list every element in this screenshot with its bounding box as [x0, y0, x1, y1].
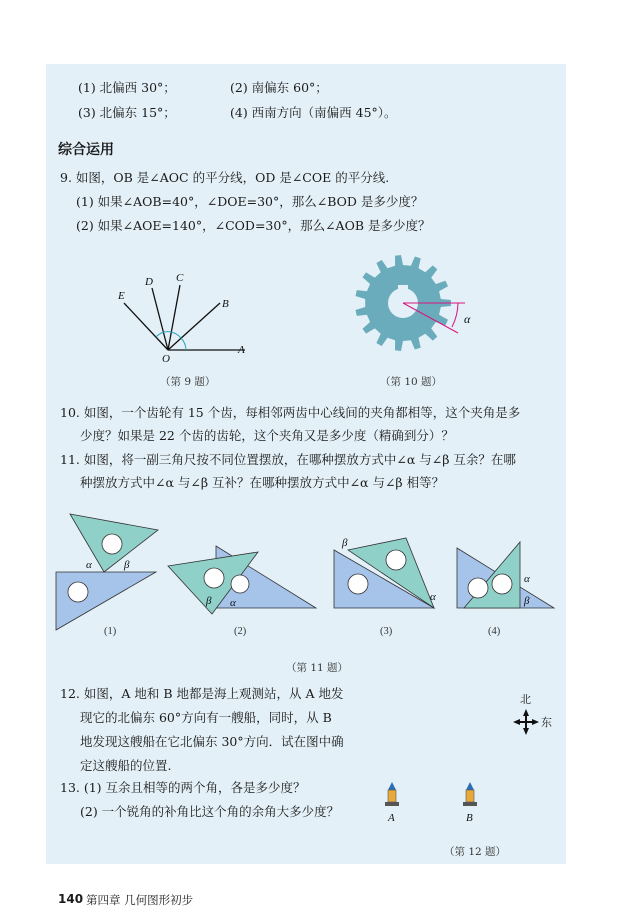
fig11-caption: （第 11 题） — [286, 662, 349, 674]
set1-alpha: α — [86, 559, 92, 571]
fig9-caption: （第 9 题） — [160, 376, 216, 388]
q10-line2: 少度？如果是 22 个齿的齿轮，这个夹角又是多少度（精确到分）？ — [80, 428, 454, 443]
chapter-title: 第四章 几何图形初步 — [86, 893, 194, 907]
set4-beta: β — [524, 595, 530, 607]
q12-line2: 现它的北偏东 60°方向有一艘船，同时，从 B — [80, 710, 332, 725]
set1-hole-a — [102, 534, 122, 554]
q12-line1: 12. 如图，A 地和 B 地都是海上观测站，从 A 地发 — [60, 686, 344, 701]
label-c: C — [176, 272, 184, 284]
label-o: O — [162, 353, 170, 365]
q10-line1: 10. 如图，一个齿轮有 15 个齿，每相邻两齿中心线间的夹角都相等，这个夹角是多 — [60, 405, 521, 420]
label-b: B — [222, 298, 229, 310]
compass-icon — [512, 708, 540, 736]
set4-alpha: α — [524, 573, 530, 585]
station-b-icon — [463, 782, 477, 806]
figure-9 — [110, 265, 260, 370]
station-a-icon — [385, 782, 399, 806]
arc-doe — [156, 332, 164, 337]
set1-hole-b — [68, 582, 88, 602]
q13-line2: (2) 一个锐角的补角比这个角的余角大多少度？ — [80, 804, 340, 819]
label-a: A — [238, 344, 245, 356]
set4-hole-a — [492, 574, 512, 594]
station-b-label: B — [466, 812, 473, 824]
sub-label-4: (4) — [488, 626, 501, 637]
page-number: 140 — [58, 892, 84, 906]
set2-beta: β — [206, 595, 212, 607]
q12-line4: 定这艘船的位置. — [80, 758, 172, 773]
q9-stem: 9. 如图，OB 是∠AOC 的平分线，OD 是∠COE 的平分线. — [60, 170, 390, 185]
figure-11 — [54, 508, 564, 636]
set2-alpha: α — [230, 597, 236, 609]
set3-beta: β — [342, 537, 348, 549]
answer-3: (3) 北偏东 15°； — [78, 105, 176, 120]
set2-hole-b — [231, 575, 249, 593]
gear-angle-arc — [452, 303, 458, 327]
compass-east: 东 — [541, 716, 552, 729]
fig12-caption: （第 12 题） — [444, 846, 507, 858]
label-d: D — [145, 276, 153, 288]
sub-label-3: (3) — [380, 626, 393, 637]
sub-label-2: (2) — [234, 626, 247, 637]
station-a-label: A — [388, 812, 395, 824]
compass-north: 北 — [520, 693, 531, 706]
label-e: E — [118, 290, 125, 302]
arc-aob — [181, 338, 186, 350]
figure-10 — [340, 248, 480, 363]
set1-beta: β — [124, 559, 130, 571]
q12-line3: 地发现这艘船在它北偏东 30°方向．试在图中确 — [80, 734, 344, 749]
arc-boc — [171, 332, 181, 338]
q11-line1: 11. 如图，将一副三角尺按不同位置摆放，在哪种摆放方式中∠α 与∠β 互余？在哪 — [60, 452, 516, 467]
set2-hole-a — [204, 568, 224, 588]
section-title: 综合运用 — [58, 142, 114, 158]
fig10-caption: （第 10 题） — [380, 376, 443, 388]
q9-part2: (2) 如果∠AOE=140°，∠COD=30°，那么∠AOB 是多少度？ — [76, 218, 431, 233]
figure-12 — [378, 780, 488, 825]
set3-hole-a — [386, 550, 406, 570]
set3-alpha: α — [430, 591, 436, 603]
q13-line1: 13. (1) 互余且相等的两个角，各是多少度？ — [60, 780, 306, 795]
q11-line2: 种摆放方式中∠α 与∠β 互补？在哪种摆放方式中∠α 与∠β 相等？ — [80, 475, 445, 490]
sub-label-1: (1) — [104, 626, 117, 637]
gear-keyway — [398, 285, 408, 291]
q9-part1: (1) 如果∠AOB=40°，∠DOE=30°，那么∠BOD 是多少度？ — [76, 194, 424, 209]
answer-4: (4) 西南方向（南偏西 45°）。 — [230, 105, 397, 120]
answer-2: (2) 南偏东 60°； — [230, 80, 328, 95]
gear-alpha-label: α — [464, 312, 471, 326]
set3-hole-b — [348, 574, 368, 594]
set1-triangle-b — [56, 572, 156, 630]
set4-hole-b — [468, 578, 488, 598]
answer-1: (1) 北偏西 30°； — [78, 80, 176, 95]
